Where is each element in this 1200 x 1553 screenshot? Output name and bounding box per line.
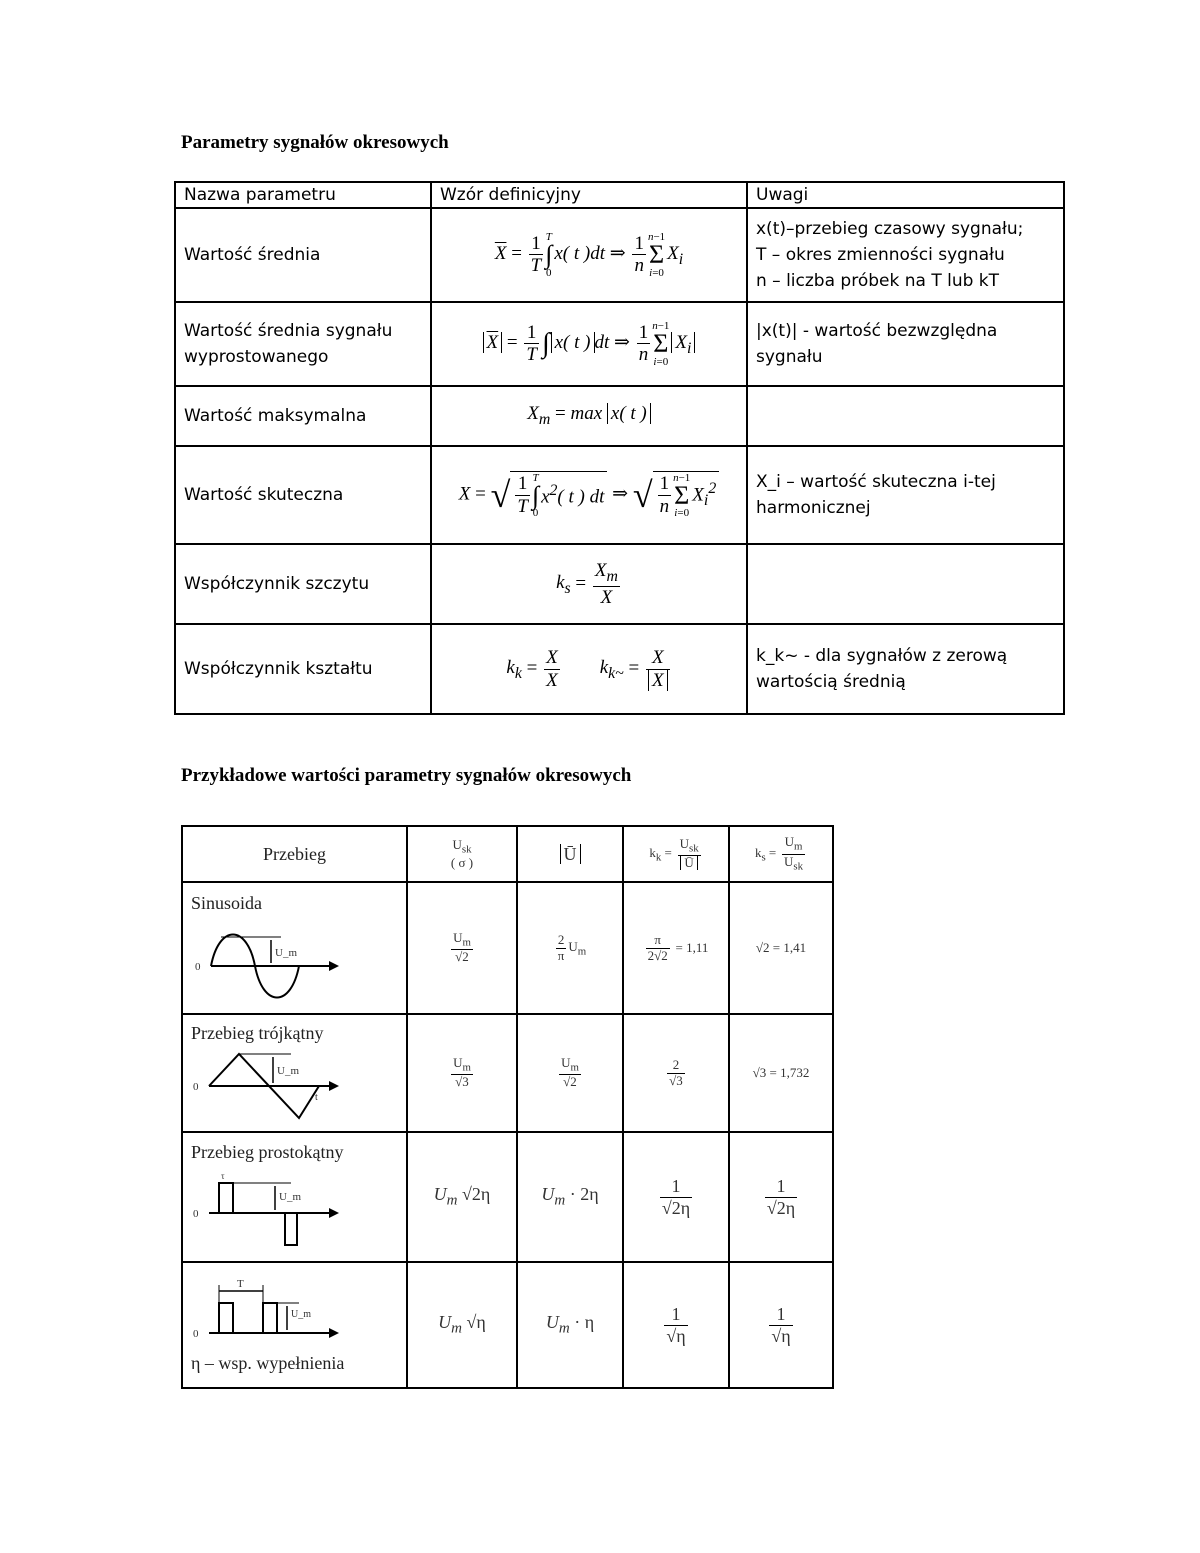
notes-cell [747, 302, 1064, 386]
waveform-label: Przebieg trójkątny [191, 1022, 324, 1043]
row-name: Współczynnik szczytu [175, 544, 431, 624]
formula-crest-factor: $k_s$ = $\frac{X_m}{X}$ [431, 544, 747, 624]
note-line: sygnału [756, 347, 823, 367]
table-row [175, 624, 1064, 714]
table-row [175, 208, 1064, 302]
note-line: x(t)–przebieg czasowy sygnału; [756, 219, 1024, 239]
parameters-table [174, 181, 1065, 715]
usk-cell: $U_m$ √η [407, 1262, 517, 1388]
axis-arrow-icon [329, 1081, 339, 1091]
um-label: U_m [275, 946, 297, 959]
kk-cell: $\frac{1}{√\eta}$ [623, 1262, 729, 1388]
row-name: Wartość średnia sygnału wyprostowanego [175, 302, 431, 386]
axis-arrow-icon [329, 961, 339, 971]
sine-waveform-diagram [191, 914, 341, 1004]
waveform-cell [182, 882, 407, 1014]
t-label: t [315, 1091, 318, 1103]
waveform-cell [182, 1014, 407, 1132]
formula-form-factor: $k_k$ = $\frac{X}{X}$ $k_{k\sim}$ = $\frac{X}{X}$ [431, 624, 747, 714]
waveform-label: Sinusoida [191, 892, 263, 913]
waveform-cell [182, 1132, 407, 1262]
table-row [182, 1132, 833, 1262]
zero-label: 0 [193, 1327, 199, 1340]
note-line: n – liczba próbek na T lub kT [756, 271, 1000, 291]
ks-cell: √2 = 1,41 [729, 882, 833, 1014]
table-row [182, 882, 833, 1014]
note-line: T – okres zmienności sygnału [756, 245, 1005, 265]
pulse [263, 1303, 277, 1333]
avg-cell: $\frac{U_m}{√2}$ [517, 1014, 623, 1132]
note-line: X_i – wartość skuteczna i-tej [756, 472, 996, 492]
formula-rectified-mean: $\overline{X}$ = $\frac{1}{T}$ ∫ x( t ) dt ⇒ $\frac{1}{n}$ n−1 Σ i=0 $X_i$ [431, 302, 747, 386]
kk-cell: $\frac{2}{√3}$ [623, 1014, 729, 1132]
triangle-waveform-diagram [191, 1044, 341, 1124]
waveform-label: Przebieg prostokątny [191, 1141, 344, 1162]
usk-cell: $U_m$ √2η [407, 1132, 517, 1262]
header-avg: Ū [517, 826, 623, 882]
header-usk: $U_{sk}$ ( σ ) [407, 826, 517, 882]
header-ks: $k_s$ = $\frac{U_m}{U_{sk}}$ [729, 826, 833, 882]
table-row [182, 1014, 833, 1132]
notes-cell [747, 208, 1064, 302]
notes-cell [747, 624, 1064, 714]
note-line: k_k~ - dla sygnałów z zerową [756, 646, 1008, 666]
zero-label: 0 [193, 1080, 199, 1093]
waveform-label: η – wsp. wypełnienia [191, 1352, 345, 1373]
note-line: |x(t)| - wartość bezwzględna [756, 321, 998, 341]
examples-table [181, 825, 834, 1389]
axis-arrow-icon [329, 1208, 339, 1218]
ks-cell: $\frac{1}{√2\eta}$ [729, 1132, 833, 1262]
negative-pulse [285, 1213, 297, 1245]
rectangular-waveform-diagram [191, 1163, 341, 1253]
zero-label: 0 [195, 960, 201, 973]
row-name: Współczynnik kształtu [175, 624, 431, 714]
note-line: harmonicznej [756, 498, 871, 518]
formula-max: $X_m = \max x$( t ) [431, 386, 747, 446]
positive-pulse [219, 1183, 233, 1213]
formula-mean: $\overline{X}$ = $\frac{1}{T}$ T ∫ 0 x( t )dt ⇒ $\frac{1}{n}$ n−1 Σ i=0 $X_i$ [431, 208, 747, 302]
ks-cell: √3 = 1,732 [729, 1014, 833, 1132]
formula-rms: X = √ $\frac{1}{T}$ T ∫ 0 $x^2$( t ) dt ⇒ √ $\frac{1}{n}$ n−1 Σ i=0 $X_i^2$ [431, 446, 747, 544]
table-row [175, 544, 1064, 624]
notes-cell [747, 544, 1064, 624]
tau-label: τ [221, 1170, 225, 1181]
axis-arrow-icon [329, 1328, 339, 1338]
avg-cell: $U_m \cdot \eta$ [517, 1262, 623, 1388]
header-waveform: Przebieg [182, 826, 407, 882]
pulse-train-diagram [191, 1277, 341, 1353]
kk-cell: $\frac{\pi}{2√2}$ = 1,11 [623, 882, 729, 1014]
kk-cell: $\frac{1}{√2\eta}$ [623, 1132, 729, 1262]
avg-cell: $U_m \cdot 2\eta$ [517, 1132, 623, 1262]
note-line: wartością średnią [756, 672, 906, 692]
um-label: U_m [279, 1190, 301, 1203]
usk-cell: $\frac{U_m}{√2}$ [407, 882, 517, 1014]
section2-title: Przykładowe wartości parametry sygnałów okresowych [181, 765, 632, 786]
row-name: Wartość średnia [175, 208, 431, 302]
table-header-row [182, 826, 833, 882]
avg-cell: $\frac{2}{\pi}$ $U_m$ [517, 882, 623, 1014]
table-row [182, 1262, 833, 1388]
table-row [175, 302, 1064, 386]
table-row [175, 446, 1064, 544]
um-label: U_m [277, 1064, 299, 1077]
um-label: U_m [291, 1308, 311, 1320]
usk-cell: $\frac{U_m}{√3}$ [407, 1014, 517, 1132]
period-label: T [237, 1277, 244, 1290]
header-formula: Wzór definicyjny [431, 182, 747, 208]
header-name: Nazwa parametru [175, 182, 431, 208]
notes-cell [747, 446, 1064, 544]
row-name: Wartość skuteczna [175, 446, 431, 544]
ks-cell: $\frac{1}{√\eta}$ [729, 1262, 833, 1388]
table-header-row [175, 182, 1064, 208]
waveform-cell [182, 1262, 407, 1388]
row-name: Wartość maksymalna [175, 386, 431, 446]
header-kk: $k_k$ = $\frac{U_{sk}}{Ū}$ [623, 826, 729, 882]
header-notes: Uwagi [747, 182, 1064, 208]
pulse [219, 1303, 233, 1333]
section1-title: Parametry sygnałów okresowych [181, 132, 449, 153]
zero-label: 0 [193, 1207, 199, 1220]
notes-cell [747, 386, 1064, 446]
table-row [175, 386, 1064, 446]
